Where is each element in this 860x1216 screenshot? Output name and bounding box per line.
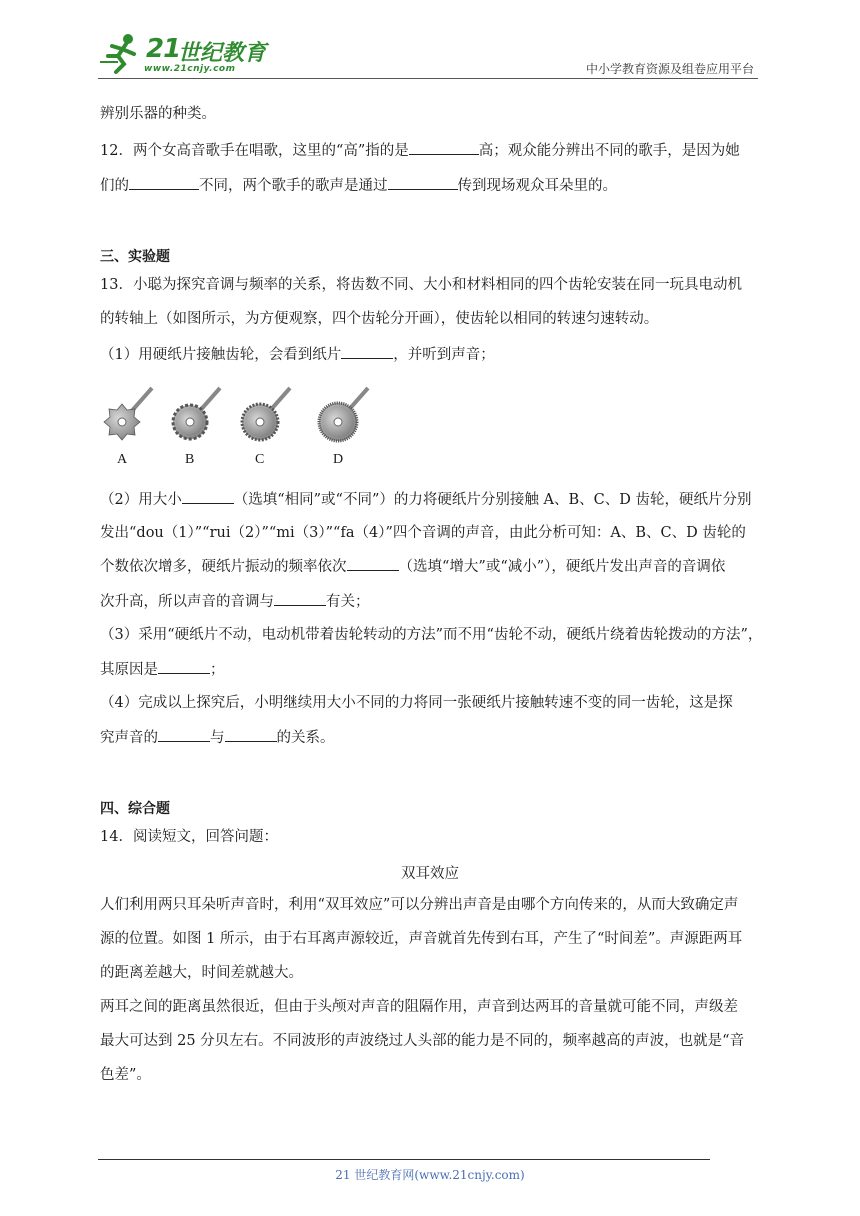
- site-logo[interactable]: [98, 32, 268, 74]
- passage-line: 最大可达到 25 分贝左右。不同波形的声波绕过人头部的能力是不同的，频率越高的声波，也就是“音: [100, 1033, 745, 1049]
- text-line: 辨别乐器的种类。: [100, 106, 216, 122]
- passage-line: 色差”。: [100, 1067, 151, 1083]
- answer-blank[interactable]: [274, 591, 326, 606]
- gear-c-icon: [242, 388, 290, 440]
- platform-name: 中小学教育资源及组卷应用平台: [585, 62, 754, 76]
- answer-blank[interactable]: [225, 727, 277, 742]
- answer-blank[interactable]: [409, 140, 479, 155]
- passage-line: 的距离差越大，时间差就越大。: [100, 965, 303, 981]
- logo-text: 世纪教育: [178, 41, 267, 66]
- answer-blank[interactable]: [129, 175, 199, 190]
- section-heading-experiment: 三、实验题: [100, 249, 170, 265]
- gear-label-a: A: [117, 452, 128, 467]
- question-13-part-2-line-3: 个数依次增多，硬纸片振动的频率依次 （选填“增大”或“减小”），硬纸片发出声音的音调依: [100, 556, 725, 577]
- question-12-line-1: 12．两个女高音歌手在唱歌，这里的“高”指的是 高；观众能分辨出不同的歌手，是因为她: [100, 140, 740, 161]
- gears-figure: [100, 380, 400, 470]
- footer-link[interactable]: 21 世纪教育网(www.21cnjy.com): [335, 1168, 525, 1182]
- question-13-part-1: （1）用硬纸片接触齿轮，会看到纸片 ，并听到声音；: [100, 344, 495, 365]
- gear-b-icon: [173, 388, 220, 439]
- passage-line: 人们利用两只耳朵听声音时，利用“双耳效应”可以分辨出声音是由哪个方向传来的，从而大致确定声: [100, 897, 739, 913]
- answer-blank[interactable]: [182, 489, 234, 504]
- answer-blank[interactable]: [347, 556, 399, 571]
- question-13-part-2-line-2: 发出“dou（1）”“rui（2）”“mi（3）”“fa（4）”四个音调的声音，由此分析可知：A、B、C、D 齿轮的: [100, 525, 746, 541]
- passage-line: 两耳之间的距离虽然很近，但由于头颅对声音的阻隔作用，声音到达两耳的音量就可能不同，声级差: [100, 999, 738, 1015]
- gear-icons: [100, 380, 400, 452]
- question-13-part-2-line-1: （2）用大小 （选填“相同”或“不同”）的力将硬纸片分别接触 A、B、C、D 齿轮，硬纸片分别: [100, 489, 751, 510]
- question-13-line-1: 13．小聪为探究音调与频率的关系，将齿数不同、大小和材料相同的四个齿轮安装在同一玩具电动机: [100, 277, 742, 293]
- footer-divider: [98, 1159, 710, 1160]
- answer-blank[interactable]: [341, 344, 393, 359]
- question-14: 14．阅读短文，回答问题：: [100, 829, 278, 845]
- gear-a-icon: [104, 388, 152, 440]
- passage-title: 双耳效应: [401, 866, 459, 882]
- logo-number: 21: [146, 34, 181, 64]
- page-header: [98, 28, 758, 79]
- section-heading-comprehensive: 四、综合题: [100, 801, 170, 817]
- question-13-part-4-line-1: （4）完成以上探究后，小明继续用大小不同的力将同一张硬纸片接触转速不变的同一齿轮，这是探: [100, 695, 733, 711]
- gear-d-icon: [319, 388, 368, 441]
- gear-label-c: C: [255, 452, 265, 467]
- answer-blank[interactable]: [388, 175, 458, 190]
- question-13-part-3-line-2: 其原因是 ；: [100, 659, 225, 680]
- question-13-part-4-line-2: 究声音的 与 的关系。: [100, 727, 335, 748]
- question-13-part-2-line-4: 次升高，所以声音的音调与 有关；: [100, 591, 370, 612]
- answer-blank[interactable]: [158, 659, 210, 674]
- logo-url: www.21cnjy.com: [144, 64, 236, 74]
- runner-logo-icon: [98, 32, 146, 74]
- question-13-part-3-line-1: （3）采用“硬纸片不动，电动机带着齿轮转动的方法”而不用“齿轮不动，硬纸片绕着齿轮拨动的方法”，: [100, 627, 763, 643]
- gear-label-b: B: [185, 452, 195, 467]
- gear-label-d: D: [333, 452, 344, 467]
- question-13-line-2: 的转轴上（如图所示，为方便观察，四个齿轮分开画），使齿轮以相同的转速匀速转动。: [100, 311, 659, 327]
- answer-blank[interactable]: [158, 727, 210, 742]
- question-12-line-2: 们的 不同，两个歌手的歌声是通过 传到现场观众耳朵里的。: [100, 175, 617, 196]
- passage-line: 源的位置。如图 1 所示，由于右耳离声源较近，声音就首先传到右耳，产生了“时间差”。声源距两耳: [100, 931, 743, 947]
